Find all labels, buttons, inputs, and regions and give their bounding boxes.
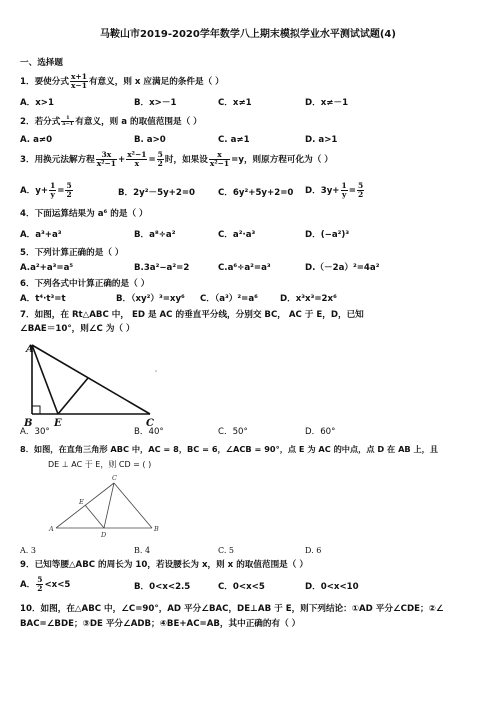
option-a: A．a³+a³ — [20, 230, 62, 240]
fraction-denominator: x²−1 — [96, 159, 116, 168]
option-d-prefix: D．3y+ — [305, 186, 340, 196]
fraction-numerator: 5 — [37, 575, 43, 584]
fraction-denominator: 2 — [357, 190, 364, 199]
question-9: 9．已知等腰△ABC 的周长为 10，若设腰长为 x，则 x 的取值范围是（ ） — [20, 560, 308, 570]
option-d: D．0<x<10 — [305, 582, 359, 592]
option-b: B.3a²−a²=2 — [134, 263, 190, 273]
question-3-mid: 时，如果设 — [164, 155, 208, 165]
label-d: D — [101, 531, 107, 539]
option-a: A．30° — [20, 427, 50, 437]
label-c: C — [146, 418, 154, 429]
right-angle-marker — [32, 406, 40, 414]
stray-dot — [155, 370, 157, 372]
question-7-line2: ∠BAE＝10°，则∠C 为（ ） — [20, 324, 135, 334]
question-3-suffix: =y，则原方程可化为（ ） — [231, 155, 333, 165]
option-a: A. a≠0 — [20, 135, 53, 145]
question-2-prefix: 2．若分式 — [20, 117, 61, 127]
label-c: C — [112, 474, 117, 482]
fraction-denominator: x — [134, 159, 140, 168]
fraction-numerator: x²−1 — [127, 150, 147, 159]
option-b: B．a⁸÷a² — [134, 230, 176, 240]
question-10-line2: BAC=∠BDE；③DE 平分∠ADB；④BE+AC=AB，其中正确的有（ ） — [20, 619, 301, 629]
question-3-prefix: 3．用换元法解方程 — [20, 155, 95, 165]
fraction-numerator: x — [209, 151, 230, 160]
segment-cd — [104, 483, 114, 528]
label-e: E — [54, 418, 62, 429]
fraction-denominator: x²−1 — [209, 159, 230, 168]
option-b: B．x>－1 — [134, 98, 177, 108]
option-c: C.a⁶÷a²=a³ — [218, 263, 271, 273]
option-d: D．x≠－1 — [305, 98, 349, 108]
fraction-denominator: 2 — [157, 159, 163, 168]
option-a-prefix: A． — [20, 580, 36, 590]
question-8-line1: 8．如图，在直角三角形 ABC 中，AC = 8，BC = 6，∠ACB = 90°，点 E 为 AC 的中点，点 D 在 AB 上，且 — [20, 444, 439, 454]
fraction-2 — [126, 151, 147, 168]
label-a: A — [26, 344, 34, 355]
equals-sign: = — [148, 155, 156, 165]
option-a: A.a²+a³=a⁵ — [20, 263, 74, 273]
question-7-line1: 7．如图，在 Rt△ABC 中， ED 是 AC 的垂直平分线，分别交 BC， AC 于 E，D，已知 — [20, 310, 364, 320]
fraction-numerator: 1 — [341, 181, 347, 190]
option-d: D．x³x³=2x⁶ — [280, 294, 337, 304]
option-b: B. 4 — [134, 546, 151, 555]
option-c: C．50° — [218, 427, 248, 437]
option-a-prefix: A．y+ — [20, 186, 49, 196]
option-d: D．(−a²)³ — [305, 230, 350, 240]
option-c: C．x≠1 — [218, 98, 252, 108]
fraction-denominator: x−1 — [70, 81, 87, 90]
fraction — [36, 576, 43, 593]
fraction-numerator: 1 — [61, 116, 74, 122]
option-d — [305, 182, 365, 199]
segment-ed — [85, 505, 104, 528]
question-2-suffix: 有意义，则 a 的取值范围是（ ） — [75, 117, 202, 127]
option-c: C．a²·a³ — [218, 230, 256, 240]
option-a-suffix: <x<5 — [44, 580, 71, 590]
page-title: 马鞍山市2019-2020学年数学八上期末模拟学业水平测试试题(4) — [100, 29, 396, 40]
option-b: B．2y²－5y+2=0 — [118, 188, 196, 198]
equals-sign: = — [348, 186, 356, 196]
plus-sign: + — [118, 155, 126, 165]
question-1-suffix: 有意义，则 x 应满足的条件是（ ） — [88, 77, 224, 87]
fraction-numerator: 3x — [96, 151, 117, 160]
segment-ae — [32, 345, 58, 414]
option-b: B．0<x<2.5 — [134, 582, 191, 592]
question-3 — [20, 151, 333, 168]
option-d: D. a>1 — [305, 135, 338, 145]
question-1 — [20, 73, 224, 90]
option-a: A．x>1 — [20, 98, 54, 108]
fraction-numerator: 1 — [50, 181, 56, 190]
option-c: C．（a³）²=a⁶ — [200, 294, 258, 304]
section-heading: 一、选择题 — [20, 58, 63, 68]
question-10-line1: 10．如图，在△ABC 中，∠C=90°，AD 平分∠BAC，DE⊥AB 于 E，则下列结论：①AD 平分∠CDE；②∠ — [20, 604, 444, 614]
question-2 — [20, 116, 202, 128]
fraction-numerator: 5 — [157, 150, 163, 159]
option-b: B. a>0 — [134, 135, 166, 145]
fraction-numerator: x+1 — [70, 72, 87, 81]
side-cb — [114, 483, 152, 528]
fraction-numerator: 5 — [357, 181, 364, 190]
question-1-prefix: 1．要使分式 — [20, 77, 69, 87]
fraction — [49, 182, 56, 199]
fraction-denominator: y — [341, 190, 347, 199]
fraction — [357, 182, 364, 199]
label-b: B — [154, 525, 159, 533]
option-b: B．40° — [134, 427, 164, 437]
option-a: A．t⁴·t³=t — [20, 294, 66, 304]
equals-sign: = — [57, 186, 65, 196]
option-c: C. a≠1 — [218, 135, 250, 145]
fraction — [341, 182, 348, 199]
option-a — [20, 182, 74, 199]
option-d: D.（－2a）²=4a² — [305, 263, 380, 273]
option-c: C. 5 — [218, 546, 235, 555]
fraction-denominator: 2 — [66, 190, 72, 199]
fraction-4 — [209, 151, 230, 168]
option-a — [20, 576, 70, 593]
side-ac — [56, 483, 114, 528]
segment-ed — [58, 378, 88, 414]
option-a: A. 3 — [20, 546, 36, 555]
fraction-1 — [96, 151, 117, 168]
question-1-fraction — [70, 73, 88, 90]
question-4: 4．下面运算结果为 a⁶ 的是（ ） — [20, 209, 148, 219]
fraction-denominator: y — [50, 190, 55, 199]
fraction-3 — [157, 151, 164, 168]
option-d: D．60° — [305, 427, 336, 437]
option-b: B．（xy²）³=xy⁶ — [116, 294, 185, 304]
label-b: B — [24, 418, 33, 429]
question-6: 6．下列各式中计算正确的是（ ） — [20, 279, 150, 289]
fraction — [65, 182, 72, 199]
option-d: D. 6 — [305, 546, 322, 555]
fraction-numerator: 5 — [66, 181, 72, 190]
question-2-fraction — [61, 116, 74, 127]
option-c: C．0<x<5 — [218, 582, 265, 592]
question-5: 5．下列计算正确的是（ ） — [20, 248, 124, 258]
fraction-denominator: a−1 — [62, 121, 74, 127]
label-e: E — [79, 498, 84, 506]
side-ac — [32, 345, 150, 414]
fraction-denominator: 2 — [37, 584, 43, 593]
label-a: A — [49, 525, 54, 533]
option-c: C．6y²+5y+2=0 — [218, 188, 294, 198]
question-8-line2: DE ⊥ AC 于 E，则 CD = ( ) — [48, 460, 152, 469]
